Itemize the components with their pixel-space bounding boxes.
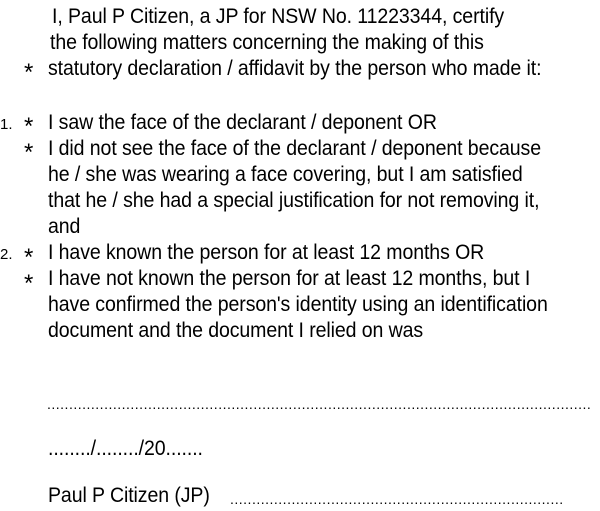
item-1b-line-2: he / she was wearing a face covering, but I am satisfied xyxy=(48,163,523,186)
jp-signature-label: Paul P Citizen (JP) xyxy=(48,484,210,507)
item-2b-line-1: I have not known the person for at least 12 months, but I xyxy=(48,267,531,290)
date-blank-line: ......../......../20....... xyxy=(48,437,203,460)
item-2a-star-marker: * xyxy=(24,244,34,271)
intro-star-marker: * xyxy=(24,59,34,86)
intro-line-3: statutory declaration / affidavit by the person who made it: xyxy=(48,57,542,80)
intro-line-2: the following matters concerning the making of this xyxy=(50,31,484,54)
item-1b-line-4: and xyxy=(48,215,81,238)
item-1-number: 1. xyxy=(0,116,13,133)
item-2b-star-marker: * xyxy=(24,270,34,297)
item-2-number: 2. xyxy=(0,246,13,263)
identification-document-blank-line: ............................................................................................................................ xyxy=(47,396,592,412)
item-1b-line-3: that he / she had a special justification for not removing it, xyxy=(48,189,540,212)
item-2b-line-2: have confirmed the person's identity using an identification xyxy=(48,293,548,316)
intro-line-1: I, Paul P Citizen, a JP for NSW No. 11223344, certify xyxy=(52,5,505,28)
jp-signature-blank-line: ............................................................................ xyxy=(230,491,564,507)
item-1a-text: I saw the face of the declarant / deponent OR xyxy=(48,111,437,134)
item-2a-text: I have known the person for at least 12 months OR xyxy=(48,241,485,264)
item-1b-star-marker: * xyxy=(24,139,34,166)
item-1a-star-marker: * xyxy=(24,113,34,140)
item-1b-line-1: I did not see the face of the declarant / deponent because xyxy=(48,137,541,160)
item-2b-line-3: document and the document I relied on was xyxy=(48,319,424,342)
